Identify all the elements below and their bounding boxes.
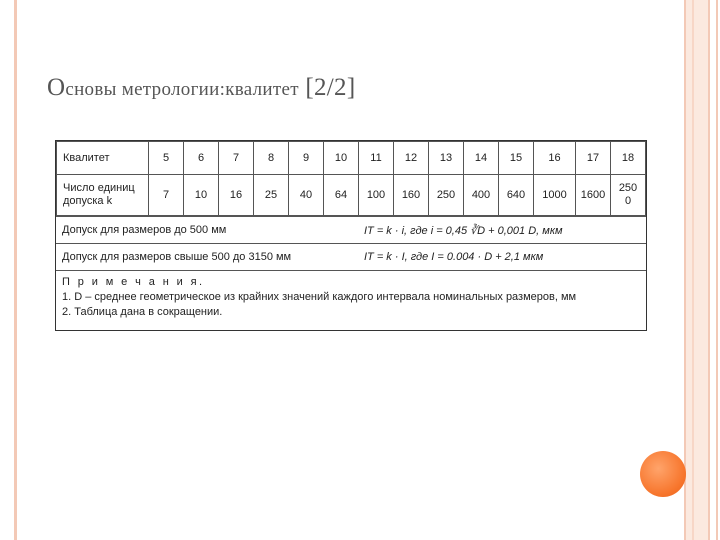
units-cell: 100 — [359, 175, 394, 216]
quality-cell: 12 — [394, 142, 429, 175]
quality-cell: 6 — [184, 142, 219, 175]
slide-frame-right-band — [684, 0, 710, 540]
table-row-units — [57, 175, 646, 216]
units-last-line2: 0 — [624, 195, 632, 207]
quality-cell: 10 — [324, 142, 359, 175]
tolerance-row-small — [56, 216, 646, 243]
tolerance-large-label: Допуск для размеров свыше 500 до 3150 мм — [62, 251, 292, 263]
orange-circle-decoration — [640, 451, 686, 497]
title-suffix: [2/2] — [298, 74, 356, 101]
units-cell: 1000 — [534, 175, 576, 216]
units-cell: 16 — [219, 175, 254, 216]
table-row-quality — [57, 142, 646, 175]
notes-block — [56, 270, 646, 320]
slide-frame-right-edge-line — [716, 0, 718, 540]
units-cell: 7 — [149, 175, 184, 216]
slide-frame-left-line — [14, 0, 17, 540]
quality-cell: 13 — [429, 142, 464, 175]
units-cell: 40 — [289, 175, 324, 216]
units-cell: 10 — [184, 175, 219, 216]
quality-table — [55, 140, 647, 331]
quality-cell: 18 — [611, 142, 646, 175]
tolerance-row-large — [56, 243, 646, 270]
units-cell-last — [611, 175, 646, 216]
tolerance-large-formula: IT = k · I, где I = 0.004 · D + 2,1 мкм — [364, 251, 544, 263]
slide-title — [47, 74, 355, 102]
quality-cell: 11 — [359, 142, 394, 175]
quality-cell: 17 — [576, 142, 611, 175]
tolerance-small-label: Допуск для размеров до 500 мм — [62, 224, 227, 236]
quality-cell: 7 — [219, 142, 254, 175]
quality-cell: 5 — [149, 142, 184, 175]
quality-grid — [56, 141, 646, 216]
header-label: Квалитет — [57, 142, 149, 175]
title-part2: квалитет — [225, 79, 299, 100]
tolerance-small-formula: IT = k · i, где i = 0,45 ∛D + 0,001 D, мкм — [364, 225, 563, 237]
units-cell: 640 — [499, 175, 534, 216]
notes-title: П р и м е ч а н и я. — [62, 276, 205, 288]
quality-cell: 14 — [464, 142, 499, 175]
units-last-line1: 250 — [618, 182, 638, 194]
note-2: 2. Таблица дана в сокращении. — [62, 306, 223, 318]
title-first-letter: О — [47, 74, 66, 101]
quality-cell: 9 — [289, 142, 324, 175]
quality-cell: 15 — [499, 142, 534, 175]
note-1: 1. D – среднее геометрическое из крайних значений каждого интервала номинальных размеров, мм — [62, 291, 577, 303]
units-label — [57, 175, 149, 216]
units-cell: 1600 — [576, 175, 611, 216]
slide-frame-right-inner-line — [692, 0, 694, 540]
units-cell: 250 — [429, 175, 464, 216]
units-cell: 160 — [394, 175, 429, 216]
units-cell: 64 — [324, 175, 359, 216]
units-cell: 400 — [464, 175, 499, 216]
quality-cell: 8 — [254, 142, 289, 175]
quality-cell: 16 — [534, 142, 576, 175]
units-label-line1: Число единиц — [63, 182, 135, 194]
units-cell: 25 — [254, 175, 289, 216]
title-part1: сновы метрологии: — [65, 79, 226, 100]
units-label-line2: допуска k — [63, 195, 113, 207]
